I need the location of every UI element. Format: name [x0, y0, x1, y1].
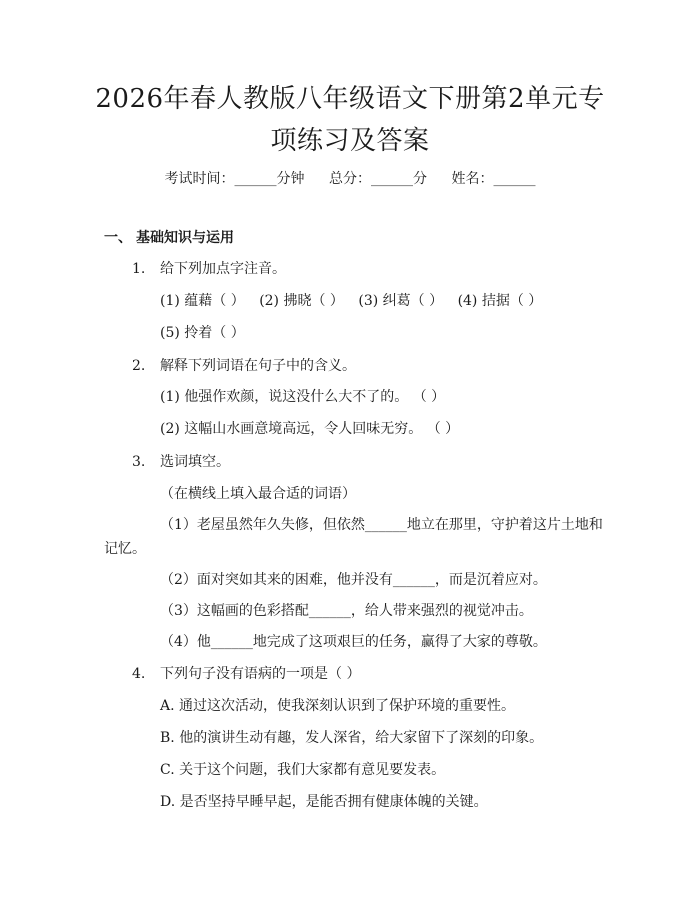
title-line-2: 项练习及答案: [270, 126, 430, 156]
choice-c: C. 关于这个问题，我们大家都有意见要发表。: [160, 762, 446, 778]
question-text: 下列句子没有语病的一项是（ ）: [160, 666, 361, 682]
document-title: [60, 78, 640, 162]
question-text: 给下列加点字注音。: [160, 261, 286, 277]
option-item: (5) 拎着（ ）: [160, 325, 245, 341]
question-1: [132, 259, 286, 279]
exam-name: 姓名：______: [451, 171, 536, 187]
option-item: (3) 纠葛（ ）: [358, 293, 444, 309]
question-number: 4.: [132, 666, 146, 682]
exam-time: 考试时间：______分钟: [164, 171, 305, 187]
question-text: 选词填空。: [160, 454, 230, 470]
title-line-1: 2026年春人教版八年级语文下册第2单元专: [95, 84, 605, 114]
exam-meta: [0, 169, 700, 189]
question-3-item: （3）这幅画的色彩搭配______，给人带来强烈的视觉冲击。: [160, 603, 533, 619]
choice-a: A. 通过这次活动，使我深刻认识到了保护环境的重要性。: [160, 698, 516, 714]
question-2-item: (1) 他强作欢颜，说这没什么大不了的。 （ ）: [160, 389, 446, 405]
section-heading: [104, 228, 234, 248]
option-item: (4) 拮据（ ）: [457, 293, 543, 309]
question-text: 解释下列词语在句子中的含义。: [160, 358, 356, 374]
question-3-item: （4）他______地完成了这项艰巨的任务，赢得了大家的尊敬。: [160, 634, 547, 650]
section-number: 一、: [104, 230, 132, 246]
question-number: 2.: [132, 358, 146, 374]
choice-d: D. 是否坚持早睡早起，是能否拥有健康体魄的关键。: [160, 794, 488, 810]
choice-b: B. 他的演讲生动有趣，发人深省，给大家留下了深刻的印象。: [160, 730, 544, 746]
question-2: [132, 356, 356, 376]
question-3-hint: （在横线上填入最合适的词语）: [160, 486, 356, 502]
question-1-options-row-2: [160, 323, 245, 343]
question-2-item: (2) 这幅山水画意境高远，令人回味无穷。 （ ）: [160, 421, 460, 437]
question-4: [132, 664, 360, 684]
question-number: 1.: [132, 261, 146, 277]
question-3-item: （1）老屋虽然年久失修，但依然______地立在那里，守护着这片土地和: [160, 517, 603, 533]
question-3-item-continued: 记忆。: [104, 541, 146, 557]
option-item: (1) 蕴藉（ ）: [160, 293, 245, 309]
question-3-item: （2）面对突如其来的困难，他并没有______，而是沉着应对。: [160, 572, 547, 588]
exam-score: 总分：______分: [329, 171, 427, 187]
question-1-options-row: [160, 291, 552, 311]
question-3: [132, 452, 230, 472]
option-item: (2) 拂晓（ ）: [259, 293, 344, 309]
section-title: 基础知识与运用: [136, 230, 234, 246]
question-number: 3.: [132, 454, 146, 470]
